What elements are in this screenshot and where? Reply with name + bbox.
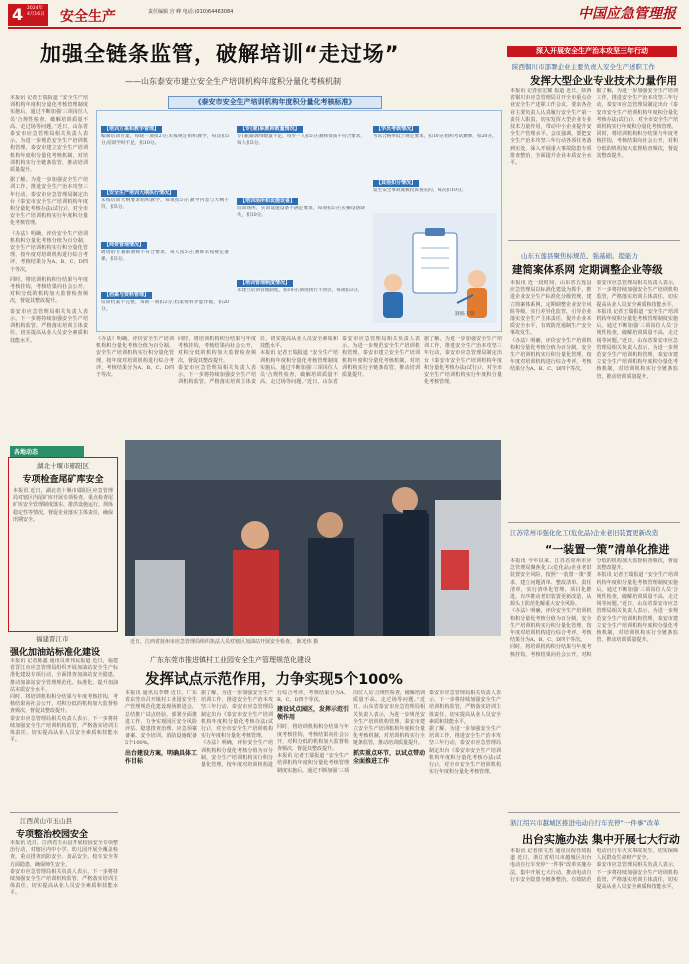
panel-archives: 【档案与资料管理】 培训档案不完整，每缺一项扣2分;档案资料弄虚作假，扣20分。 bbox=[101, 292, 229, 312]
guangdong-pretitle: 广东东莞市推进镇村工业园安全生产管理规范化建设 bbox=[150, 656, 311, 664]
zhejiang-body: 本报讯 记者徐文杰 通讯员倪佳琦报道 近日，浙江省绍兴市越城区出台电动自行车充停“一件事”改革实施办法，集中开展七大行动，推动电动自行车安全隐患全链条整治，有效防范电动自行车火灾事故发生，切实保障人民群众生命财产安全。 泰安市应急管理局相关负责人表示，下一步将持续加强安全生产培训机构监管，严格落实培训主体责任，切实提高从业人员安全素质和技能水平。 bbox=[510, 848, 678, 891]
issue-date: 2024年 4月16日 bbox=[27, 6, 45, 17]
shaanxi-title: 发挥大型企业专业技术力量作用 bbox=[530, 75, 677, 87]
hubei-box: 湖北十堰市郧阳区 专项检查尾矿库安全 本报讯 近日，湖北省十堰市郧阳区应急管理局对辖区内尾矿库开展专项检查，重点检查尾矿库安全管理制度落实、排洪设施运行、坝体稳定性等情况，督促企业落实主体责任，确保汛期安全。 bbox=[8, 457, 118, 632]
fujian-body: 本报讯 记者陈鑫 通讯员黄伟民报道 近日，福建省晋江市应急管理局组织开展加油站安全生产标准化建设专项行动，全面排查加油站安全隐患，推动加油站安全管理规范化、标准化，提升加油站本质安全水平。 同时，将培训机构积分结果与年度考核挂钩，考核结果向社会公开，对积分低的机构加大监督检查频次，督促其整改提升。 泰安市应急管理局相关负责人表示，下一步将持续加强安全生产培训机构监管，严格落实培训主体责任，切实提高从业人员安全素质和技能水平。 bbox=[10, 658, 118, 744]
lead-continued: 《办法》明确，评价安全生产培训机构积分量化考核分值为百分制，安全生产培训机构实行积分量化管理，按年度对培训机构进行综合考评，考核结果分为A、B、C、D四个等次。 同时，将培训机构积分结果与年度考核挂钩，考核结果向社会公开，对积分低的机构加大监督检查频次，督促其整改提升。 泰安市应急管理局相关负责人表示，下一步将持续加强安全生产培训机构监管，严格落实培训主体责任，切实提高从业人员安全素质和技能水平。 本报讯 记者王瑞报道 “安全生产培训机构年度积分量化考核管理制度实施后，通过不断加强‘三项岗位人员’合规性检查，破解培训质量不高、走过场等问题。”近日，山东省泰安市应急管理局相关负责人表示，为进一步规范安全生产培训机构管理，泰安市建立安全生产培训机构年度积分量化考核机制，对培训机构实行全链条监管，推动培训质量提升。 据了解，为进一步加强安全生产培训工作，推进安全生产治本攻坚三年行动，泰安市应急管理局制定出台《泰安市安全生产培训机构年度积分量化考核办法(试行)》，对全市安全生产培训机构实行年度积分量化考核管理。 bbox=[96, 336, 502, 386]
divider bbox=[10, 812, 118, 813]
illustration-clipboard bbox=[373, 213, 497, 323]
panel-other: 【其他扣分情况】 发生安全事故或被投诉查实的，每次扣10分。 bbox=[373, 180, 467, 193]
lead-subhead: ——山东泰安市建立安全生产培训机构年度积分量化考核机制 bbox=[125, 77, 341, 86]
wulian-title: 建简案体系网 定期调整企业等级 bbox=[512, 264, 663, 276]
wulian-pretitle: 山东五莲县聚焦标规范、强基础、提能力 bbox=[521, 252, 638, 260]
panel-exam: 【学员考核情况】 考试合格率低于规定要求，扣10分;组织考试舞弊，扣20分。 bbox=[373, 126, 497, 139]
header-rule bbox=[8, 27, 681, 29]
panel-teaching: 【培训方案和教学管理】 编制培训方案，每缺一项扣2分;未按规定组织教学，每次扣5分;培训学时不足，扣10分。 bbox=[101, 126, 229, 146]
divider bbox=[508, 240, 680, 241]
illustration-credit: 制图:王瑞 bbox=[455, 312, 475, 317]
panel-teachers: 【师资管理情况】 聘请的专兼职教师不符合要求，每人扣5分;教师未按规定备课，扣3分。 bbox=[101, 242, 229, 262]
score-standard-banner: 《泰安市安全生产培训机构年度积分量化考核标准》 bbox=[168, 96, 382, 109]
jiangxi-title: 专项整治校园安全 bbox=[16, 830, 89, 840]
divider bbox=[508, 812, 680, 813]
shaanxi-body: 本报讯 记者张宏耀 报道 近日，陕西省铜川市应急管理局召开全市重点企业安全生产述职工作会议，要求各企业主要负责人认真履行安全生产第一责任人职责，切实发挥大型企业专业技术力量作用，带动中小企业提升安全生产管理水平。会议强调，要把安全生产治本攻坚三年行动各项任务落到实处，深入开展重大事故隐患专项排查整治，全面提升企业本质安全水平。 据了解，为进一步加强安全生产培训工作，推进安全生产治本攻坚三年行动，泰安市应急管理局制定出台《泰安市安全生产培训机构年度积分量化考核办法(试行)》，对全市安全生产培训机构实行年度积分量化考核管理。 同时，将培训机构积分结果与年度考核挂钩，考核结果向社会公开，对积分低的机构加大监督检查频次，督促其整改提升。 bbox=[510, 88, 678, 167]
divider bbox=[508, 522, 680, 523]
zhejiang-pretitle: 浙江绍兴市越城区推进电动自行车充停“一件事”改革 bbox=[510, 819, 660, 827]
lead-body-col1: 本报讯 记者王瑞报道 “安全生产培训机构年度积分量化考核管理制度实施后，通过不断加强‘三项岗位人员’合规性检查，破解培训质量不高、走过场等问题。”近日，山东省泰安市应急管理局相关负责人表示，为进一步规范安全生产培训机构管理，泰安市建立安全生产培训机构年度积分量化考核机制，对培训机构实行全链条监管，推动培训质量提升。 据了解，为进一步加强安全生产培训工作，推进安全生产治本攻坚三年行动，泰安市应急管理局制定出台《泰安市安全生产培训机构年度积分量化考核办法(试行)》，对全市安全生产培训机构实行年度积分量化考核管理。 《办法》明确，评价安全生产培训机构积分量化考核分值为百分制，安全生产培训机构实行积分量化管理，按年度对培训机构进行综合考评，考核结果分为A、B、C、D四个等次。 同时，将培训机构积分结果与年度考核挂钩，考核结果向社会公开，对积分低的机构加大监督检查频次，督促其整改提升。 泰安市应急管理局相关负责人表示，下一步将持续加强安全生产培训机构监管，严格落实培训主体责任，切实提高从业人员安全素质和技能水平。 bbox=[10, 95, 88, 344]
guangdong-body: 本报讯 通讯员李晓 近日，广东省东莞市召开镇村工业园安全生产管理规范化建设现场推进会，总结推广试点经验，部署全面推进工作，力争实现园区安全风险评估、隐患排查治理、应急预案备案、安全培训、消防设施配备5个100%。 出台建设方案，明确具体工作目标 据了解，为进一步加强安全生产培训工作，推进安全生产治本攻坚三年行动，泰安市应急管理局制定出台《泰安市安全生产培训机构年度积分量化考核办法(试行)》，对全市安全生产培训机构实行年度积分量化考核管理。 《办法》明确，评价安全生产培训机构积分量化考核分值为百分制，安全生产培训机构实行积分量化管理，按年度对培训机构进行综合考评，考核结果分为A、B、C、D四个等次。 建设试点园区，发挥示范引领作用 同时，将培训机构积分结果与年度考核挂钩，考核结果向社会公开，对积分低的机构加大监督检查频次，督促其整改提升。 本报讯 记者王瑞报道 “安全生产培训机构年度积分量化考核管理制度实施后，通过不断加强‘三项岗位人员’合规性检查，破解培训质量不高、走过场等问题。”近日，山东省泰安市应急管理局相关负责人表示，为进一步规范安全生产培训机构管理，泰安市建立安全生产培训机构年度积分量化考核机制，对培训机构实行全链条监管，推动培训质量提升。 抓实重点环节，以试点带动全面推进工作 泰安市应急管理局相关负责人表示，下一步将持续加强安全生产培训机构监管，严格落实培训主体责任，切实提高从业人员安全素质和技能水平。 据了解，为进一步加强安全生产培训工作，推进安全生产治本攻坚三年行动，泰安市应急管理局制定出台《泰安市安全生产培训机构年度积分量化考核办法(试行)》，对全市安全生产培训机构实行年度积分量化考核管理。 bbox=[125, 690, 501, 776]
jiangsu-title: “一装置一策”清单化推进 bbox=[545, 543, 670, 556]
jiangxi-body: 本报讯 近日，江西省玉山县开展校园安全专项整治行动，对辖区内中小学、幼儿园开展全覆盖检查，重点排查消防安全、食品安全、校车安全等方面隐患，确保师生安全。 泰安市应急管理局相关负责人表示，下一步将持续加强安全生产培训机构监管，严格落实培训主体责任，切实提高从业人员安全素质和技能水平。 bbox=[10, 840, 118, 897]
panel-outline: 【安全生产培训大纲执行情况】 未按培训大纲要求组织教学，每项扣5分;教学内容与大纲不符，扣5分。 bbox=[101, 190, 229, 210]
wulian-body: 本报讯 近一段时间，山东省五莲县应急管理局以标准化建设为抓手，推进企业安全生产标准化分级管理，建立简案体系网，定期调整企业安全风险等级，实行差异化监管，引导企业落实安全生产主体责任，提升企业本质安全水平，有效防范遏制生产安全事故发生。 《办法》明确，评价安全生产培训机构积分量化考核分值为百分制，安全生产培训机构实行积分量化管理，按年度对培训机构进行综合考评，考核结果分为A、B、C、D四个等次。 泰安市应急管理局相关负责人表示，下一步将持续加强安全生产培训机构监管，严格落实培训主体责任，切实提高从业人员安全素质和技能水平。 本报讯 记者王瑞报道 “安全生产培训机构年度积分量化考核管理制度实施后，通过不断加强‘三项岗位人员’合规性检查，破解培训质量不高、走过场等问题。”近日，山东省泰安市应急管理局相关负责人表示，为进一步规范安全生产培训机构管理，泰安市建立安全生产培训机构年度积分量化考核机制，对培训机构实行全链条监管，推动培训质量提升。 bbox=[510, 280, 678, 380]
special-campaign-banner: 深入开展安全生产治本攻坚三年行动 bbox=[507, 46, 677, 57]
page-number: 4 bbox=[8, 4, 48, 26]
fujian-title: 强化加油站标准化建设 bbox=[10, 648, 101, 658]
zhejiang-title: 出台实施办法 集中开展七大行动 bbox=[522, 833, 680, 846]
panel-system: 【培训管理制度情况】 未建立培训管理制度，扣10分;制度执行不到位，每项扣3分。 bbox=[237, 280, 363, 293]
lead-headline: 加强全链条监管，破解培训“走过场” bbox=[40, 42, 400, 66]
guangdong-title: 发挥试点示范作用，力争实现5个100% bbox=[145, 672, 403, 688]
photo-caption: 近日，江西省抚州市应急管理局组织执法人员对辖区加油站开展安全检查。 陈光伟 摄 bbox=[130, 639, 319, 645]
score-standard-box bbox=[96, 110, 502, 332]
editor-info: 责任编辑 宫 峰 电话:(010)64463084 bbox=[148, 9, 234, 15]
jiangxi-pretitle: 江西黄山市玉山县 bbox=[20, 817, 72, 825]
local-news-tag: 各地动态 bbox=[10, 446, 84, 457]
jiangsu-pretitle: 江苏常州市强化化工(危化品)企业老旧装置更新改造 bbox=[510, 529, 659, 537]
shaanxi-pretitle: 陕西铜川市部署企业主要负责人安全生产述职工作 bbox=[512, 63, 655, 71]
fujian-pretitle: 福建晋江市 bbox=[36, 635, 69, 643]
section-title: 安全生产 bbox=[60, 9, 116, 25]
inspection-photo bbox=[125, 440, 501, 636]
newspaper-logo: 中国应急管理报 bbox=[578, 6, 676, 22]
panel-facilities: 【培训场所和设施设备】 培训场所、实训设施设备不满足要求，每项扣5分;实操设备缺失，扣10分。 bbox=[237, 198, 365, 218]
jiangsu-body: 本报讯 今年以来，江苏省常州市应急管理局聚焦化工(危化品)企业老旧装置安全风险，按照“一装置一策”要求，建立问题清单、整改清单、责任清单，实行清单化管理、项目化推进，有序推动老旧装置更新改造，从源头上防范化解重大安全风险。 《办法》明确，评价安全生产培训机构积分量化考核分值为百分制，安全生产培训机构实行积分量化管理，按年度对培训机构进行综合考评，考核结果分为A、B、C、D四个等次。 同时，将培训机构积分结果与年度考核挂钩，考核结果向社会公开，对积分低的机构加大监督检查频次，督促其整改提升。 本报讯 记者王瑞报道 “安全生产培训机构年度积分量化考核管理制度实施后，通过不断加强‘三项岗位人员’合规性检查，破解培训质量不高、走过场等问题。”近日，山东省泰安市应急管理局相关负责人表示，为进一步规范安全生产培训机构管理，泰安市建立安全生产培训机构年度积分量化考核机制，对培训机构实行全链条监管，推动培训质量提升。 bbox=[510, 558, 678, 658]
panel-staff-count: 【专(兼)职教师数量情况】 专(兼)职教师数量不足，每少一人扣5分;教师资质不符合要求，每人扣3分。 bbox=[237, 126, 365, 146]
